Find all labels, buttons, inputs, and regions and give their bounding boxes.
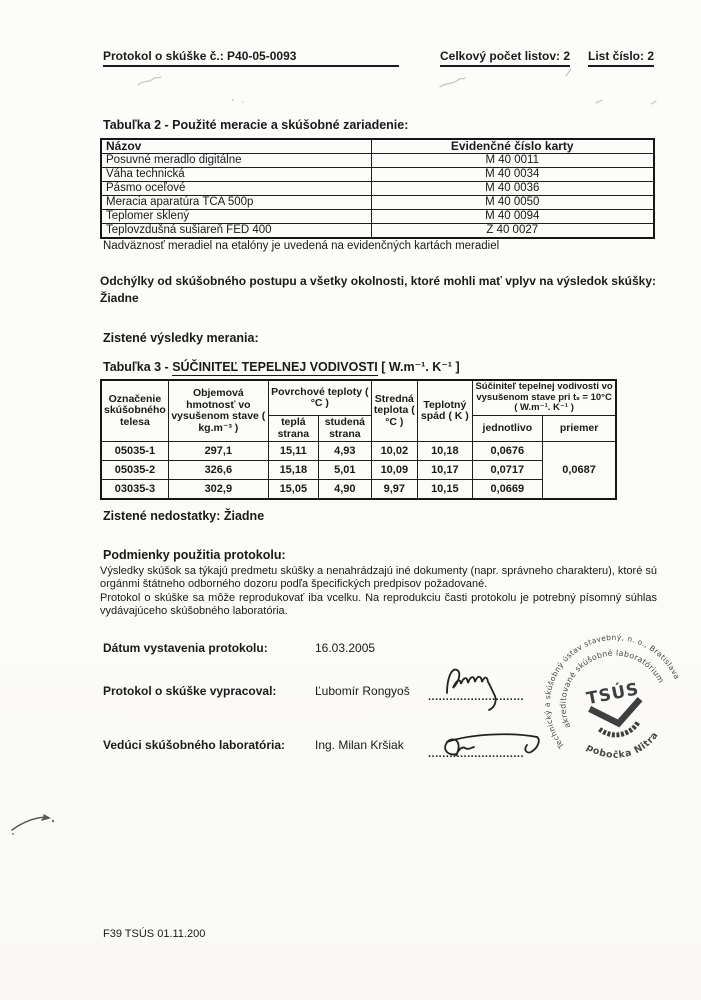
equipment-name: Pásmo oceľové	[101, 182, 371, 196]
conditions-paragraph-1: Výsledky skúšok sa týkajú predmetu skúšky a nenahrádzajú iné dokumenty (napr. správneho charakteru), ktoré sú orgánmi štátneho odborného dozoru podľa špecifických predpisov požadované.	[100, 565, 658, 591]
head-name: Ing. Milan Kršiak	[315, 738, 404, 752]
stamp-outer-ring-text: Technický a skúšobný ústav stavebný, n. o., Bratislava	[542, 632, 682, 751]
temp-gradient: 10,15	[417, 480, 472, 500]
mean-temp: 10,02	[371, 442, 417, 461]
table-row	[101, 224, 654, 239]
table-row	[101, 442, 616, 461]
conditions-title: Podmienky použitia protokolu:	[103, 548, 286, 562]
results-table	[100, 379, 617, 500]
table-row	[101, 154, 654, 168]
pen-mark-bottom-left	[12, 815, 54, 835]
footer-form-code: F39 TSÚS 01.11.200	[103, 928, 206, 940]
scan-smudges	[138, 69, 656, 104]
table3-title-underlined: SÚČINITEĽ TEPELNEJ VODIVOSTI	[172, 360, 378, 374]
specimen-id: 03035-3	[101, 480, 168, 500]
signature-rongyos	[447, 670, 496, 710]
col-header-designation: Označenie skúšobného telesa	[101, 380, 168, 442]
card-number: Z 40 0027	[371, 224, 654, 239]
head-label: Vedúci skúšobného laboratória:	[103, 738, 286, 752]
col-header-average: priemer	[542, 416, 616, 442]
col-header-cold-side: studená strana	[318, 416, 371, 442]
round-laboratory-stamp	[530, 618, 700, 788]
deviations-paragraph: Odchýlky od skúšobného postupu a všetky okolnosti, ktoré mohli mať vplyv na výsledok skúšky: Žiadne	[100, 274, 656, 305]
stamp-inner-ring-text: akreditované skúšobné laboratórium	[558, 648, 666, 730]
conditions-paragraph-2: Protokol o skúške sa môže reprodukovať iba vcelku. Na reprodukciu časti protokolu je potrebný písomný súhlas vydávajúceho skúšobného laboratória.	[100, 592, 657, 618]
header-protocol-number: Protokol o skúške č.: P40-05-0093	[103, 49, 399, 67]
conductivity-individual: 0,0717	[472, 461, 542, 480]
equipment-name: Teplovzdušná sušiareň FED 400	[101, 224, 371, 239]
col-header-individual: jednotlivo	[472, 416, 542, 442]
col-header-surface-temps: Povrchové teploty ( °C )	[268, 380, 371, 416]
traceability-note: Nadväznosť meradiel na etalóny je uvedená na evidenčných kartách meradiel	[103, 240, 500, 252]
author-label: Protokol o skúške vypracoval:	[103, 684, 277, 698]
table-row	[101, 182, 654, 196]
stamp-logo-text: TSÚS	[584, 678, 641, 709]
table-row	[101, 196, 654, 210]
card-number: M 40 0011	[371, 154, 654, 168]
density-value: 297,1	[168, 442, 268, 461]
equipment-name: Posuvné meradlo digitálne	[101, 154, 371, 168]
table3-title-units: [ W.m⁻¹. K⁻¹ ]	[377, 360, 460, 374]
table-row	[101, 210, 654, 224]
table3-title	[103, 359, 460, 374]
density-value: 302,9	[168, 480, 268, 500]
card-number: M 40 0050	[371, 196, 654, 210]
table-header-row	[101, 139, 654, 154]
warm-temp: 15,05	[268, 480, 318, 500]
author-name: Ľubomír Rongyoš	[315, 684, 410, 698]
card-number: M 40 0036	[371, 182, 654, 196]
col-header-mean-temp: Stredná teplota ( °C )	[371, 380, 417, 442]
date-label: Dátum vystavenia protokolu:	[103, 641, 268, 655]
col-header-evidencne-cislo: Evidenčné číslo karty	[371, 139, 654, 154]
table-row	[101, 461, 616, 480]
table3-title-prefix: Tabuľka 3 -	[103, 360, 173, 374]
conductivity-individual: 0,0676	[472, 442, 542, 461]
specimen-id: 05035-2	[101, 461, 168, 480]
cold-temp: 5,01	[318, 461, 371, 480]
col-header-temp-gradient: Teplotný spád ( K )	[417, 380, 472, 442]
warm-temp: 15,18	[268, 461, 318, 480]
density-value: 326,6	[168, 461, 268, 480]
conductivity-individual: 0,0669	[472, 480, 542, 500]
mean-temp: 9,97	[371, 480, 417, 500]
temp-gradient: 10,17	[417, 461, 472, 480]
signature-dotted-line: ...........................	[428, 748, 525, 760]
signature-dotted-line: ...........................	[428, 691, 525, 703]
table-row	[101, 480, 616, 500]
card-number: M 40 0034	[371, 168, 654, 182]
stamp-branch-text: pobočka Nitra	[584, 729, 661, 761]
col-header-density: Objemová hmotnosť vo vysušenom stave ( kg.m⁻³ )	[168, 380, 268, 442]
table2-title: Tabuľka 2 - Použité meracie a skúšobné zariadenie:	[103, 118, 409, 132]
date-value: 16.03.2005	[315, 641, 376, 655]
equipment-name: Teplomer sklený	[101, 210, 371, 224]
conductivity-average: 0,0687	[542, 442, 616, 500]
equipment-name: Váha technická	[101, 168, 371, 182]
header-sheet-number: List číslo: 2	[588, 49, 654, 67]
card-number: M 40 0094	[371, 210, 654, 224]
table-header-row	[101, 380, 616, 416]
equipment-table	[100, 138, 655, 239]
warm-temp: 15,11	[268, 442, 318, 461]
table-row	[101, 168, 654, 182]
results-section-title: Zistené výsledky merania:	[103, 331, 259, 345]
col-header-warm-side: teplá strana	[268, 416, 318, 442]
cold-temp: 4,90	[318, 480, 371, 500]
col-header-nazov: Názov	[101, 139, 371, 154]
header-total-sheets: Celkový počet listov: 2	[440, 49, 570, 67]
cold-temp: 4,93	[318, 442, 371, 461]
findings-line: Zistené nedostatky: Žiadne	[103, 509, 265, 523]
equipment-name: Meracia aparatúra TCA 500p	[101, 196, 371, 210]
specimen-id: 05035-1	[101, 442, 168, 461]
mean-temp: 10,09	[371, 461, 417, 480]
temp-gradient: 10,18	[417, 442, 472, 461]
col-header-conductivity: Súčiniteľ tepelnej vodivosti vo vysušenom stave pri tₛ = 10°C ( W.m⁻¹. K⁻¹ )	[472, 380, 616, 416]
